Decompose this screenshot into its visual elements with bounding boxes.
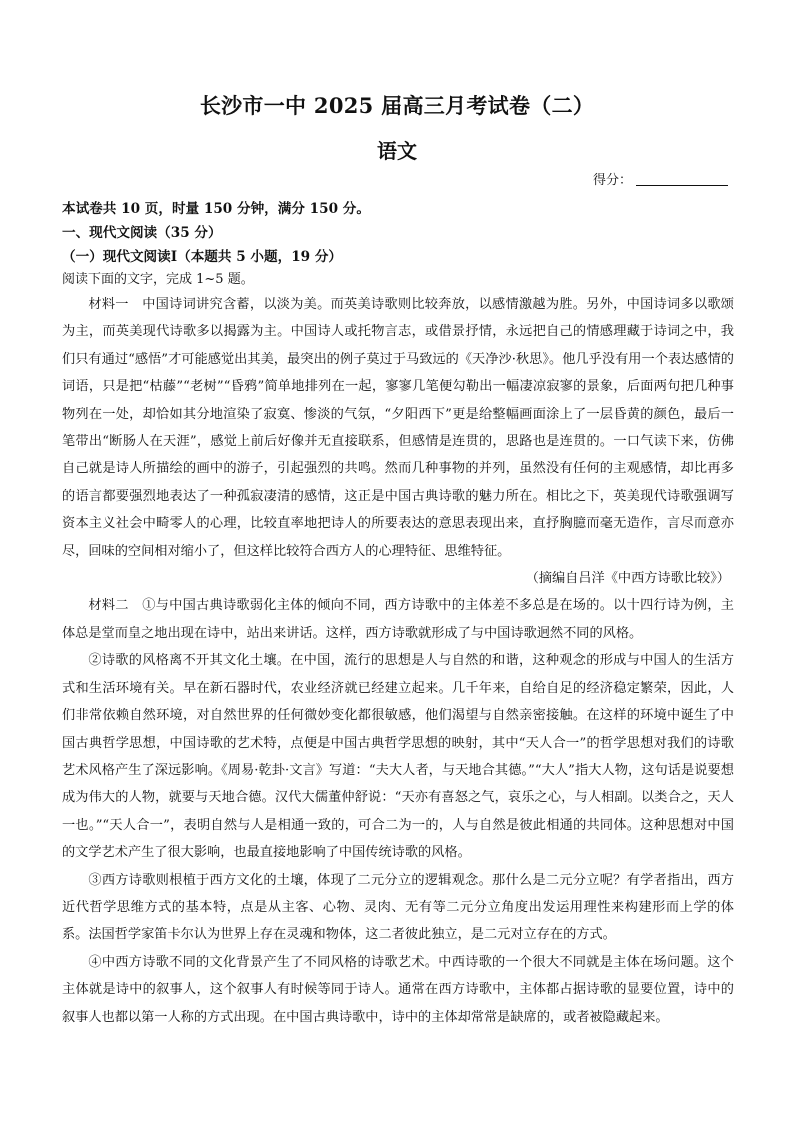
score-blank[interactable] [636,185,728,186]
material-one-paragraph: 材料一 中国诗词讲究含蓄，以淡为美。而英美诗歌则比较奔放，以感情激越为胜。另外，中国诗词多以歌颂为主，而英美现代诗歌多以揭露为主。中国诗人或托物言志，或借景抒情，永远把自己的情感理藏于诗词之中，我们只有通过“感悟”才可能感觉出其美，最突出的例子莫过于马致远的《天净沙·秋思》。他几乎没有用一个表达感情的词语，只是把“枯藤”“老树”“昏鸦”简单地排列在一起，寥寥几笔便勾勒出一幅凄凉寂寥的景象，后面两句把几种事物列在一处，却恰如其分地渲染了寂寞、惨淡的气氛，“夕阳西下”更是给整幅画面涂上了一层昏黄的颜色，最后一笔带出“断肠人在天涯”，感觉上前后好像并无直接联系，但感情是连贯的，思路也是连贯的。一口气读下来，仿佛自己就是诗人所描绘的画中的游子，引起强烈的共鸣。然而几种事物的并列，虽然没有任何的主观感情，却比再多的语言都要强烈地表达了一种孤寂凄清的感情，这正是中国古典诗歌的魅力所在。相比之下，英美现代诗歌强调写资本主义社会中畸零人的心理，比较直率地把诗人的所要表达的意思表现出来，直抒胸臆而毫无造作，言尽而意亦尽，回味的空间相对缩小了，但这样比较符合西方人的心理特征、思维特征。 [62,297,734,559]
instruction: 阅读下面的文字，完成 1~5 题。 [62,272,254,287]
material-two-paragraph-2: ②诗歌的风格离不开其文化土壤。在中国，流行的思想是人与自然的和谐，这种观念的形成与中国人的生活方式和生活环境有关。早在新石器时代，农业经济就已经建立起来。几千年来，自给自足的经济稳定繁荣，因此，人们非常依赖自然环境，对自然世界的任何微妙变化都很敏感，他们渴望与自然亲密接触。在这样的环境中诞生了中国古典哲学思想，中国诗歌的艺术特，点便是中国古典哲学思想的映射，其中“天人合一”的哲学思想对我们的诗歌艺术风格产生了深远影响。《周易·乾卦·文言》写道：“夫大人者，与天地合其德。”“大人”指大人物，这句话是说要想成为伟大的人物，就要与天地合德。汉代大儒董仲舒说：“天亦有喜怒之气，哀乐之心，与人相副。以类合之，天人一也。”“天人合一”，表明自然与人是相通一致的，可合二为一的，人与自然是彼此相通的共同体。这种思想对中国的文学艺术产生了很大影响，也最直接地影响了中国传统诗歌的风格。 [62,653,734,861]
score-field [593,172,728,190]
exam-title: 长沙市一中 2025 届高三月考试卷（二） [199,93,595,118]
material-two-paragraph-4: ④中西方诗歌不同的文化背景产生了不同风格的诗歌艺术。中西诗歌的一个很大不同就是主体在场问题。这个主体就是诗中的叙事人，这个叙事人有时候等同于诗人。通常在西方诗歌中，主体都占据诗歌的显要位置，诗中的叙事人也都以第一人称的方式出现。在中国古典诗歌中，诗中的主体却常常是缺席的，或者被隐藏起来。 [62,954,734,1025]
material-one-source: （摘编自吕洋《中西方诗歌比较》） [525,571,730,587]
material-two-paragraph-3: ③西方诗歌则根植于西方文化的土壤，体现了二元分立的逻辑观念。那什么是二元分立呢？有学者指出，西方近代哲学思维方式的基本特，点是从主客、心物、灵肉、无有等二元分立角度出发运用理性来构建形而上学的体系。法国哲学家笛卡尔认为世界上存在灵魂和物体，这二者彼此独立，是二元对立存在的方式。 [62,872,734,943]
section-heading: 一、现代文阅读（35 分） [62,225,222,241]
exam-info: 本试卷共 10 页，时量 150 分钟，满分 150 分。 [62,201,370,217]
exam-content [62,197,734,1031]
score-label: 得分： [592,173,632,188]
subject-heading: 语文 [377,139,417,163]
subsection-heading: （一）现代文阅读Ⅰ（本题共 5 小题，19 分） [62,249,343,265]
material-two-paragraph-1: 材料二 ①与中国古典诗歌弱化主体的倾向不同，西方诗歌中的主体差不多总是在场的。以十四行诗为例，主体总是堂而皇之地出现在诗中，站出来讲话。这样，西方诗歌就形成了与中国诗歌迥然不同的风格。 [62,598,734,641]
